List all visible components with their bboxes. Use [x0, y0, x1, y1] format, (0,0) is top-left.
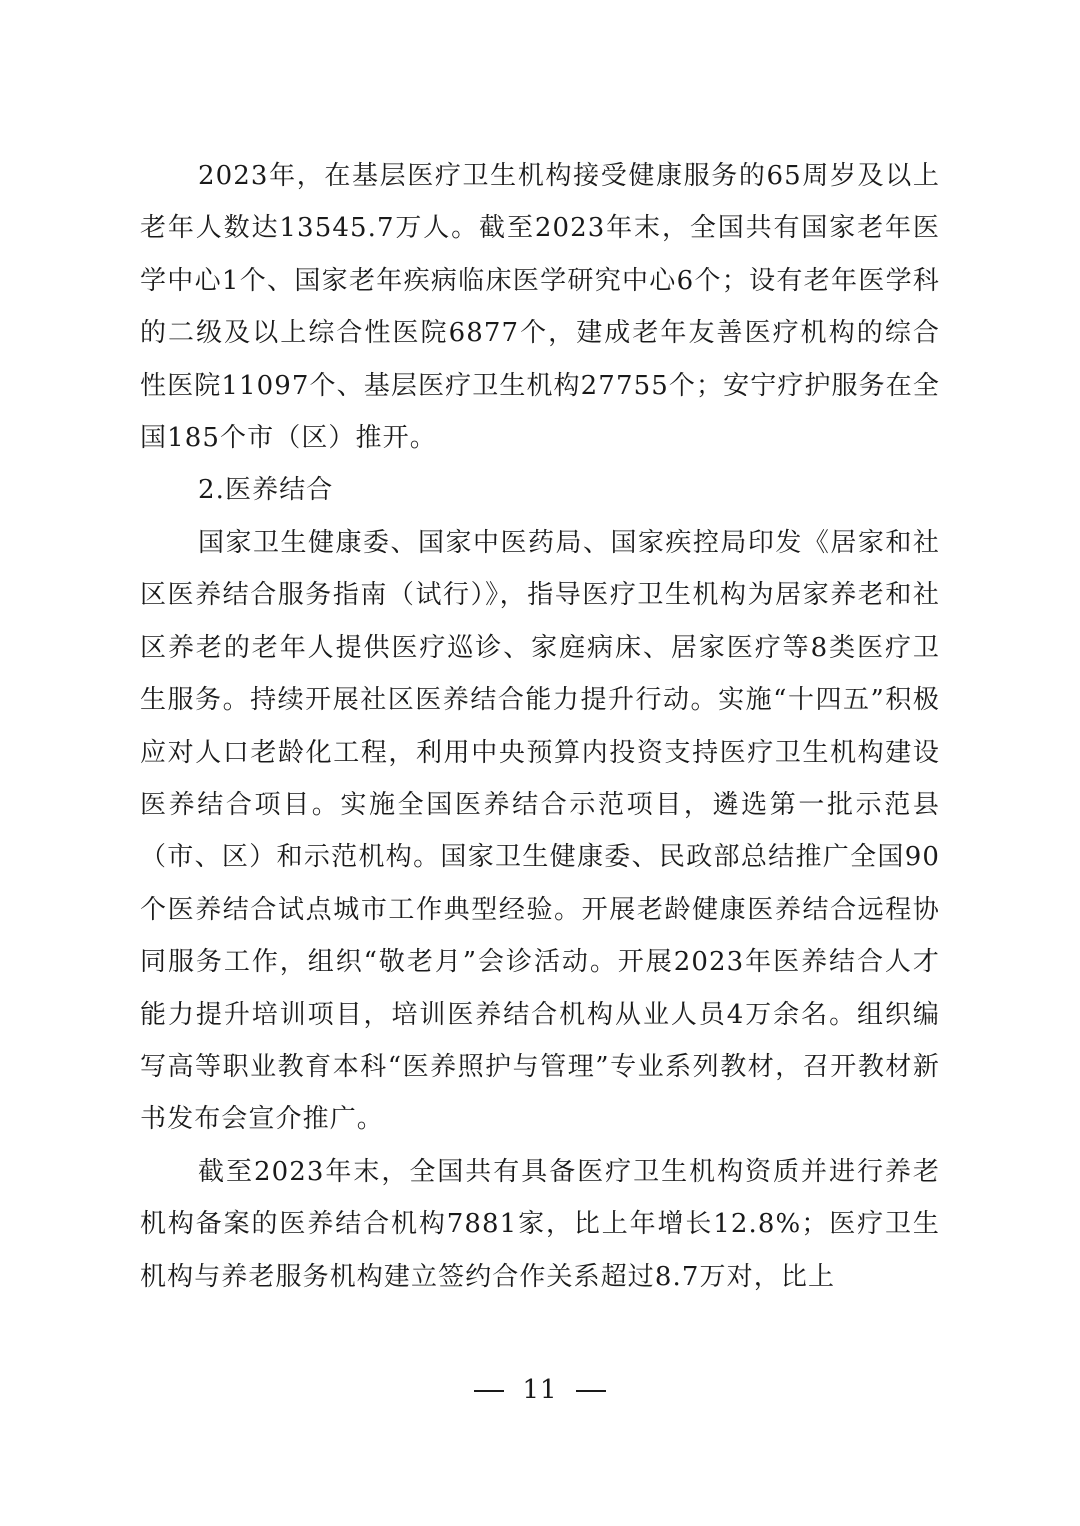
- right-dash: [576, 1390, 606, 1392]
- paragraph-1: 2023年，在基层医疗卫生机构接受健康服务的65周岁及以上老年人数达13545.7万人。截至2023年末，全国共有国家老年医学中心1个、国家老年疾病临床医学研究中心6个；设有老年医学科的二级及以上综合性医院6877个，建成老年友善医疗机构的综合性医院11097个、基层医疗卫生机构27755个；安宁疗护服务在全国185个市（区）推开。: [140, 161, 940, 454]
- paragraph-3: 截至2023年末，全国共有具备医疗卫生机构资质并进行养老机构备案的医养结合机构7881家，比上年增长12.8%；医疗卫生机构与养老服务机构建立签约合作关系超过8.7万对，比上: [140, 1157, 940, 1292]
- paragraph-2-block: [140, 517, 940, 1146]
- page-footer: [0, 1372, 1080, 1408]
- page-number: 11: [522, 1375, 558, 1405]
- left-dash: [474, 1390, 504, 1392]
- section-heading-block: [140, 464, 940, 516]
- paragraph-3-block: [140, 1146, 940, 1303]
- paragraph-2: 国家卫生健康委、国家中医药局、国家疾控局印发《居家和社区医养结合服务指南（试行）》，指导医疗卫生机构为居家养老和社区养老的老年人提供医疗巡诊、家庭病床、居家医疗等8类医疗卫生服务。持续开展社区医养结合能力提升行动。实施“十四五”积极应对人口老龄化工程，利用中央预算内投资支持医疗卫生机构建设医养结合项目。实施全国医养结合示范项目，遴选第一批示范县（市、区）和示范机构。国家卫生健康委、民政部总结推广全国90个医养结合试点城市工作典型经验。开展老龄健康医养结合远程协同服务工作，组织“敬老月”会诊活动。开展2023年医养结合人才能力提升培训项目，培训医养结合机构从业人员4万余名。组织编写高等职业教育本科“医养照护与管理”专业系列教材，召开教材新书发布会宣介推广。: [140, 528, 940, 1135]
- paragraph-1-block: [140, 150, 940, 464]
- section-heading: 2.医养结合: [198, 475, 334, 505]
